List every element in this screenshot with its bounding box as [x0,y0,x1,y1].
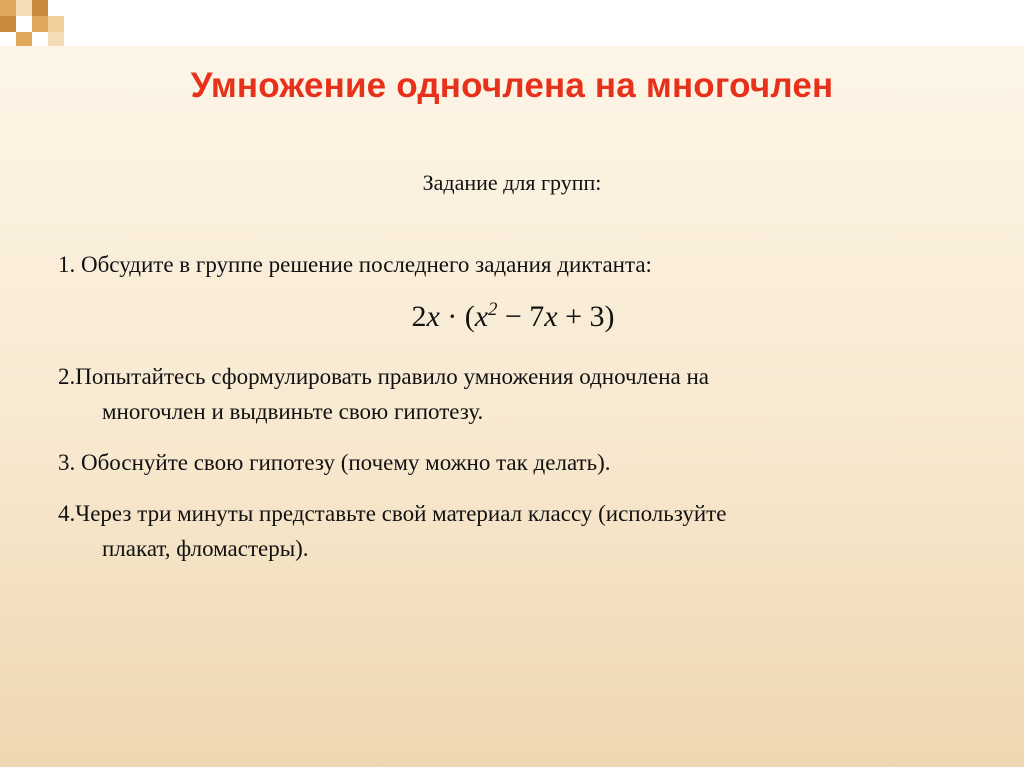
formula-exponent: 2 [488,298,498,320]
list-item-continuation: плакат, фломастеры). [102,535,309,561]
page-title: Умножение одночлена на многочлен [190,66,834,105]
subtitle: Задание для групп: [422,170,602,195]
list-item [58,360,968,430]
formula-var3: x [544,299,558,333]
formula-lead: 2 [411,299,427,333]
list-item [58,497,968,567]
list-item-text: 2.Попытайтесь сформулировать правило умножения одночлена на [58,363,710,389]
list-item: 1. Обсудите в группе решение последнего задания диктанта: [58,252,652,277]
formula-dot: · ( [439,299,475,333]
formula-tail: + 3) [557,299,615,333]
formula-var2: x [474,299,489,333]
formula-mid: − 7 [497,299,545,333]
list-item: 3. Обоснуйте свою гипотезу (почему можно так делать). [58,449,611,475]
formula-expression [58,299,968,334]
formula-var1: x [426,299,440,333]
list-item-text: 4.Через три минуты представьте свой материал классу (используйте [58,500,727,526]
header-band-fade [0,0,1024,46]
list-item-continuation: многочлен и выдвиньте свою гипотезу. [102,398,484,424]
content-list [58,248,968,583]
